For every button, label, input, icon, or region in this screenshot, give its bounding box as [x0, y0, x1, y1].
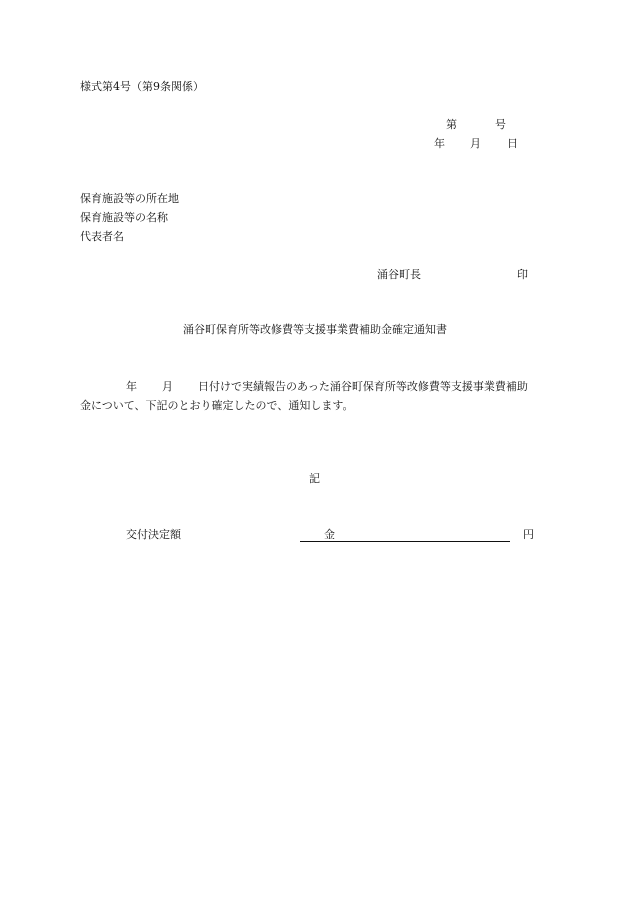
date-year: 年	[434, 137, 445, 150]
form-number-label: 様式第4号（第9条関係）	[80, 80, 204, 93]
body-line1: 日付けで実績報告のあった涌谷町保育所等改修費等支援事業費補助	[198, 380, 528, 393]
representative-label: 代表者名	[80, 230, 124, 243]
body-year: 年	[126, 380, 137, 393]
facility-address-label: 保育施設等の所在地	[80, 192, 179, 205]
number-dai: 第	[446, 118, 457, 131]
number-gou: 号	[495, 118, 506, 131]
body-line2: 金について、下記のとおり確定したので、通知します。	[80, 399, 354, 412]
body-month: 月	[162, 380, 173, 393]
ki-heading: 記	[309, 472, 320, 485]
seal-mark: 印	[517, 268, 528, 281]
amount-yen: 円	[523, 528, 534, 541]
facility-name-label: 保育施設等の名称	[80, 211, 168, 224]
issuer-title: 涌谷町長	[377, 268, 421, 281]
document-title: 涌谷町保育所等改修費等支援事業費補助金確定通知書	[183, 323, 447, 336]
date-month: 月	[470, 137, 481, 150]
amount-label: 交付決定額	[126, 528, 181, 541]
amount-kin: 金	[324, 528, 335, 541]
date-day: 日	[507, 137, 518, 150]
